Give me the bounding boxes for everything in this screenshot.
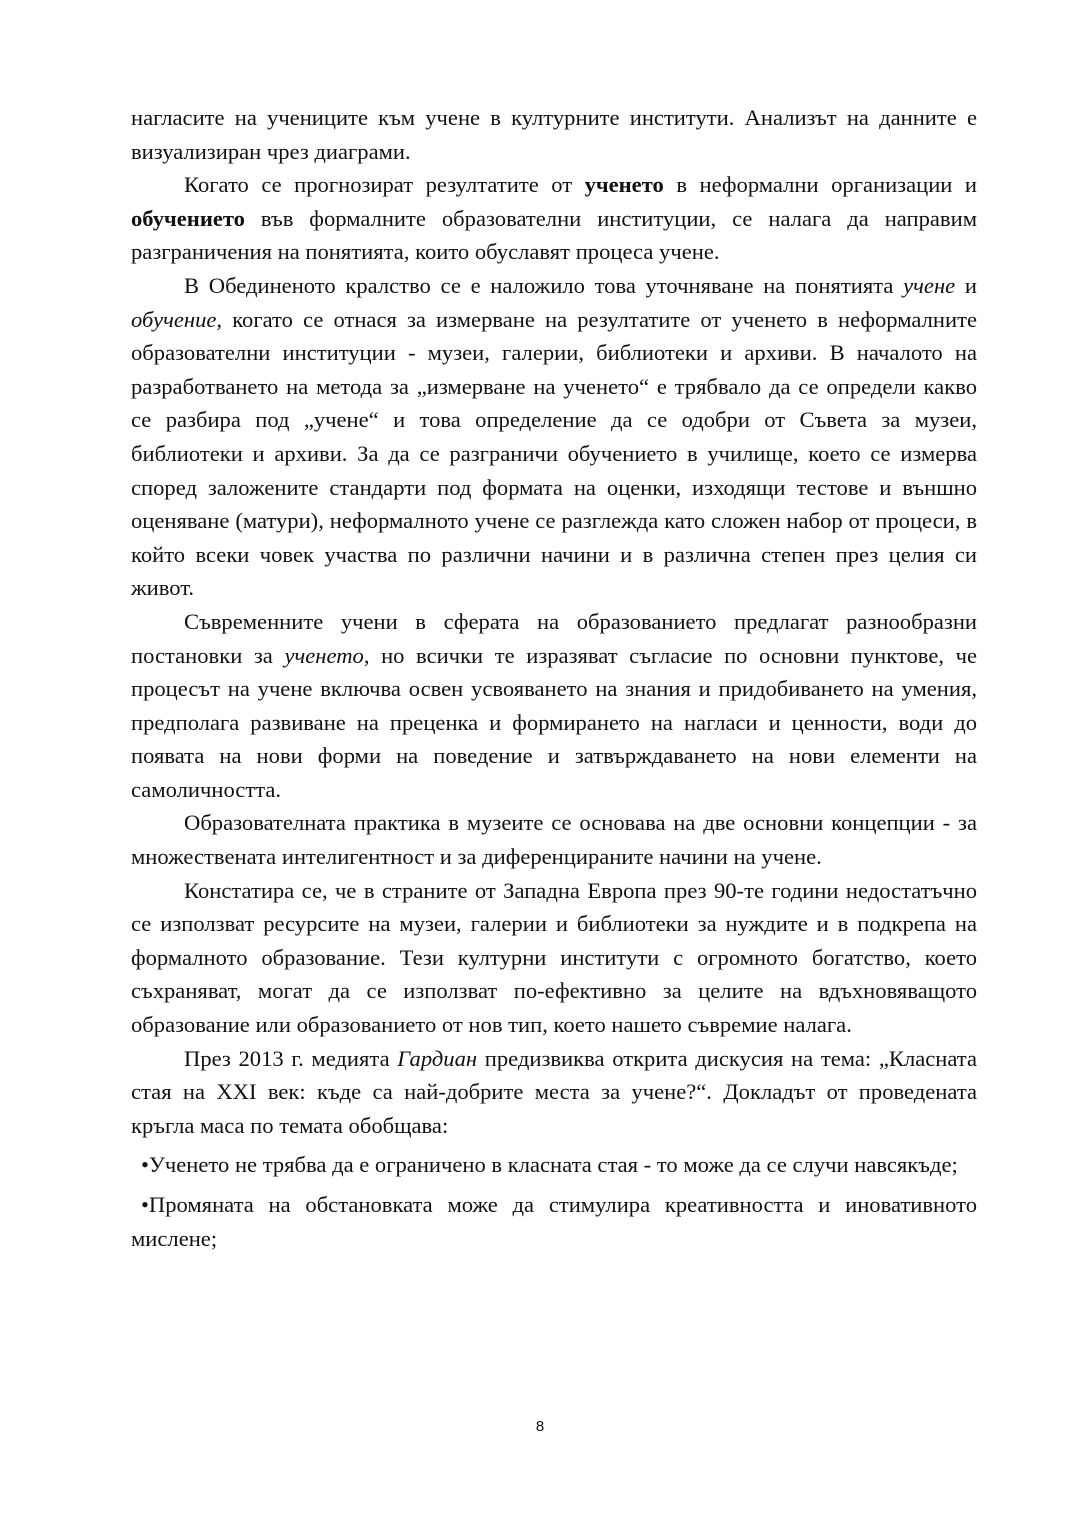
text-run: Образователната практика в музеите се основава на две основни концепции - за множествената интелигентност и за диференцираните начини на учене. (131, 810, 977, 870)
italic-term: Гардиан (397, 1045, 478, 1071)
bullet-item (131, 1188, 977, 1255)
paragraph (131, 101, 977, 168)
bold-term: ученето (584, 172, 664, 198)
paragraph (131, 1042, 977, 1143)
text-run: предизвиква открита дискусия на тема: „Класната стая на XXI век: къде са най-добрите места за учене?“. Докладът от проведената кръгла маса по темата обобщава: (131, 1045, 977, 1138)
bullet-item (131, 1148, 977, 1182)
italic-term: обучение, (131, 306, 223, 332)
paragraph (131, 168, 977, 269)
text-run: •Промяната на обстановката може да стимулира креативността и иновативното мислене; (131, 1192, 977, 1251)
paragraph (131, 605, 977, 807)
italic-term: учене (903, 272, 956, 298)
text-run: в неформални организации и (663, 172, 977, 198)
italic-term: ученето (284, 642, 364, 668)
text-run: През 2013 г. медията (184, 1045, 398, 1071)
text-run: , но всички те изразяват съгласие по основни пунктове, че процесът на учене включва освен усвояването на знания и придобиването на умения, предполага развиване на преценка и формирането на нагласи и ценности, води до появата на нови форми на поведение и затвърждаването на нови елементи на самоличността. (131, 642, 978, 802)
text-run: В Обединеното кралство се е наложило това уточняване на понятията (184, 272, 904, 298)
text-run: Съвременните учени в сферата на образованието предлагат разнообразни постановки за (131, 608, 977, 668)
text-run: във формалните образователни институции, се налага да направим разграничения на понятията, които обуславят процеса учене. (131, 205, 977, 265)
bold-term: обучението (131, 205, 245, 231)
text-run: Когато се прогнозират резултатите от (184, 172, 585, 198)
text-run: Констатира се, че в страните от Западна Европа през 90-те години недостатъчно се използват ресурсите на музеи, галерии и библиотеки за нуждите и в подкрепа на формалното образование. Тези културни институти с огромното богатство, което съхраняват, могат да се използват по-ефективно за целите на вдъхновяващото образование или образованието от нов тип, което нашето съвремие налага. (131, 877, 977, 1038)
text-run: нагласите на учениците към учене в културните институти. Анализът на данните е визуализиран чрез диаграми. (131, 105, 977, 164)
text-run: когато се отнася за измерване на резултатите от ученето в неформалните образователни институции - музеи, галерии, библиотеки и архиви. В началото на разработването на метода за „измерване на ученето“ е трябвало да се определи какво се разбира под „учене“ и това определение да се одобри от Съвета за музеи, библиотеки и архиви. За да се разграничи обучението в училище, което се измерва според заложените стандарти под формата на оценки, изходящи тестове и външно оценяване (матури), неформалното учене се разглежда като сложен набор от процеси, в който всеки човек участва по различни начини и в различна степен през целия си живот. (131, 306, 977, 601)
document-body (131, 101, 977, 1255)
text-run: •Ученето не трябва да е ограничено в класната стая - то може да се случи навсякъде; (141, 1152, 958, 1178)
text-run: и (955, 272, 977, 298)
paragraph (131, 269, 977, 605)
page-number: 8 (535, 1418, 545, 1435)
paragraph (131, 806, 977, 873)
paragraph (131, 874, 977, 1042)
